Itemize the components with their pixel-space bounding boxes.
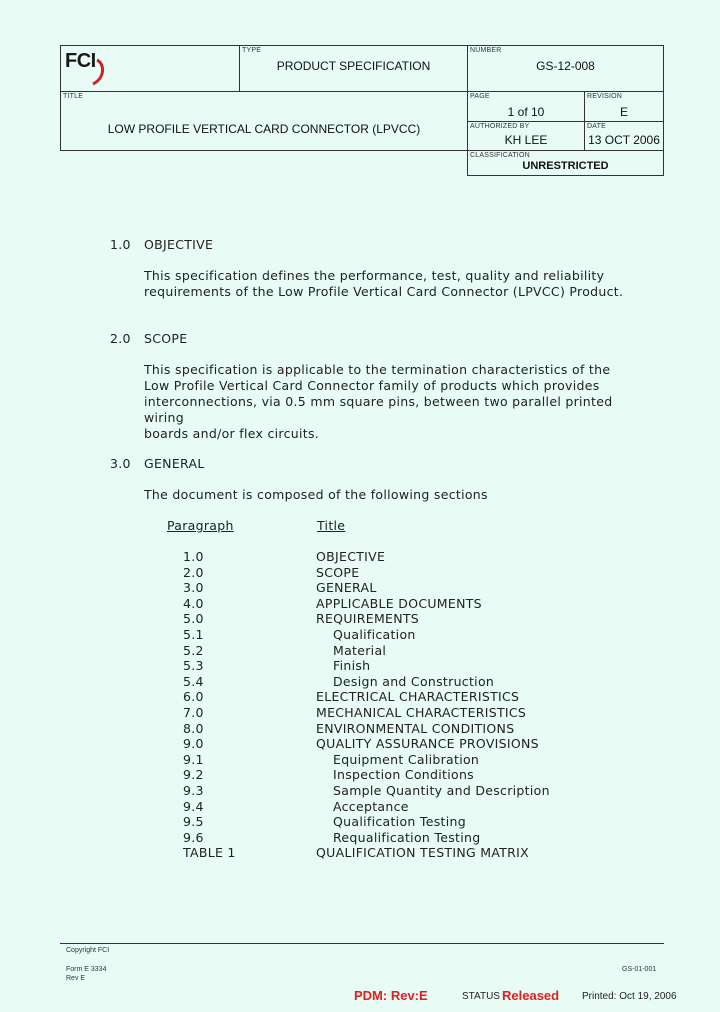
toc-entry-title: QUALIFICATION TESTING MATRIX: [316, 845, 529, 861]
column-header-title: Title: [317, 518, 346, 533]
toc-row: [0, 643, 720, 659]
toc-row: [0, 627, 720, 643]
paragraph-line: requirements of the Low Profile Vertical Card Connector (LPVCC) Product.: [144, 284, 624, 299]
logo-swoosh-icon: [87, 58, 107, 88]
classification-label: CLASSIFICATION: [470, 152, 530, 159]
toc-paragraph-number: 9.6: [183, 829, 204, 845]
section-title: OBJECTIVE: [144, 237, 214, 252]
revision-value: E: [619, 105, 628, 119]
toc-entry-title: Design and Construction: [333, 673, 495, 689]
type-cell: [239, 45, 468, 92]
date-cell: [584, 121, 664, 151]
title-label: TITLE: [63, 93, 84, 100]
paragraph-line: Low Profile Vertical Card Connector family of products which provides: [144, 378, 600, 393]
section-paragraph: [144, 268, 644, 300]
column-header-paragraph: Paragraph: [167, 518, 234, 533]
page-label: PAGE: [470, 93, 490, 100]
toc-entry-title: Inspection Conditions: [333, 767, 474, 783]
status-label: STATUS: [462, 991, 500, 1002]
paragraph-line: This specification defines the performance, test, quality and reliability: [144, 268, 605, 283]
authorized-value: KH LEE: [504, 133, 548, 147]
toc-row: [0, 658, 720, 674]
toc-paragraph-number: 5.0: [183, 611, 204, 627]
toc-entry-title: Material: [333, 642, 387, 658]
page-value: 1 of 10: [507, 105, 545, 119]
toc-entry-title: REQUIREMENTS: [316, 611, 420, 627]
toc-entry-title: Qualification: [333, 627, 416, 642]
toc-entry-title: Qualification Testing: [333, 814, 466, 830]
toc-row: [0, 705, 720, 721]
form-number: GS-01-001: [622, 966, 657, 973]
toc-entry-title: ENVIRONMENTAL CONDITIONS: [316, 720, 515, 736]
toc-entry-title: APPLICABLE DOCUMENTS: [316, 595, 482, 611]
authorized-label: AUTHORIZED BY: [470, 123, 530, 130]
section-number: 2.0: [110, 331, 131, 346]
toc-row: [0, 611, 720, 627]
toc-row: [0, 596, 720, 612]
section-title: GENERAL: [144, 456, 205, 471]
toc-row: [0, 736, 720, 752]
form-text: Form E 3334: [66, 966, 107, 973]
revision-cell: [584, 91, 664, 122]
paragraph-line: The document is composed of the following sections: [144, 487, 488, 502]
logo-cell: [60, 45, 240, 92]
paragraph-line: boards and/or flex circuits.: [144, 426, 320, 441]
toc-paragraph-number: 2.0: [183, 564, 204, 580]
toc-row: [0, 814, 720, 830]
toc-entry-title: ELECTRICAL CHARACTERISTICS: [316, 689, 520, 705]
toc-row: [0, 580, 720, 596]
revision-label: REVISION: [587, 93, 623, 100]
toc-entry-title: Requalification Testing: [333, 829, 481, 845]
toc-row: [0, 549, 720, 565]
toc-row: [0, 845, 720, 861]
section-title: SCOPE: [144, 331, 188, 346]
toc-paragraph-number: 1.0: [183, 549, 204, 564]
toc-entry-title: SCOPE: [316, 564, 360, 580]
toc-paragraph-number: 8.0: [183, 720, 204, 736]
toc-row: [0, 783, 720, 799]
toc-paragraph-number: 9.1: [183, 751, 204, 767]
toc-paragraph-number: 9.2: [183, 767, 204, 783]
toc-row: [0, 721, 720, 737]
toc-entry-title: QUALITY ASSURANCE PROVISIONS: [316, 736, 539, 752]
footer-rule: [60, 943, 664, 944]
toc-entry-title: Equipment Calibration: [333, 751, 480, 767]
toc-paragraph-number: 3.0: [183, 580, 204, 596]
toc-paragraph-number: 9.3: [183, 783, 204, 798]
printed-date: Printed: Oct 19, 2006: [582, 991, 677, 1002]
section-paragraph: [144, 487, 644, 503]
toc-paragraph-number: 5.4: [183, 673, 204, 689]
toc-paragraph-number: 7.0: [183, 705, 204, 720]
toc-row: [0, 767, 720, 783]
toc-paragraph-number: 5.3: [183, 658, 204, 674]
toc-row: [0, 674, 720, 690]
toc-entry-title: OBJECTIVE: [316, 549, 386, 564]
title-cell: [60, 91, 468, 151]
toc-paragraph-number: 9.5: [183, 814, 204, 830]
section-number: 3.0: [110, 456, 131, 471]
toc-row: [0, 752, 720, 768]
type-label: TYPE: [242, 47, 262, 54]
copyright-text: Copyright FCI: [66, 947, 110, 954]
title-value: LOW PROFILE VERTICAL CARD CONNECTOR (LPVCC): [107, 122, 421, 136]
toc-row: [0, 830, 720, 846]
number-value: GS-12-008: [536, 59, 595, 73]
toc-paragraph-number: 6.0: [183, 689, 204, 705]
classification-cell: [467, 150, 664, 176]
toc-entry-title: GENERAL: [316, 580, 377, 596]
section-number: 1.0: [110, 237, 131, 252]
type-value: PRODUCT SPECIFICATION: [276, 59, 431, 73]
authorized-cell: [467, 121, 585, 151]
toc-paragraph-number: 9.0: [183, 736, 204, 752]
toc-row: [0, 799, 720, 815]
toc-paragraph-number: 4.0: [183, 595, 204, 611]
toc-row: [0, 565, 720, 581]
fci-logo: FCI: [65, 50, 96, 72]
number-label: NUMBER: [470, 47, 502, 54]
toc-paragraph-number: TABLE 1: [183, 845, 236, 861]
date-value: 13 OCT 2006: [588, 133, 660, 147]
classification-value: UNRESTRICTED: [522, 160, 609, 172]
paragraph-line: This specification is applicable to the termination characteristics of the: [144, 362, 611, 377]
status-value: Released: [502, 988, 560, 1003]
rev-text: Rev E: [66, 975, 86, 982]
pdm-revision: PDM: Rev:E: [354, 988, 428, 1003]
toc-entry-title: Acceptance: [333, 798, 409, 814]
toc-row: [0, 689, 720, 705]
toc-paragraph-number: 5.2: [183, 642, 204, 658]
section-paragraph: [144, 362, 644, 442]
number-cell: [467, 45, 664, 92]
toc-entry-title: MECHANICAL CHARACTERISTICS: [316, 705, 527, 720]
toc-entry-title: Sample Quantity and Description: [333, 783, 550, 798]
toc-paragraph-number: 9.4: [183, 798, 204, 814]
date-label: DATE: [587, 123, 606, 130]
toc-entry-title: Finish: [333, 658, 371, 674]
paragraph-line: interconnections, via 0.5 mm square pins, between two parallel printed wiring: [144, 394, 613, 425]
page-cell: [467, 91, 585, 122]
toc-paragraph-number: 5.1: [183, 627, 204, 642]
